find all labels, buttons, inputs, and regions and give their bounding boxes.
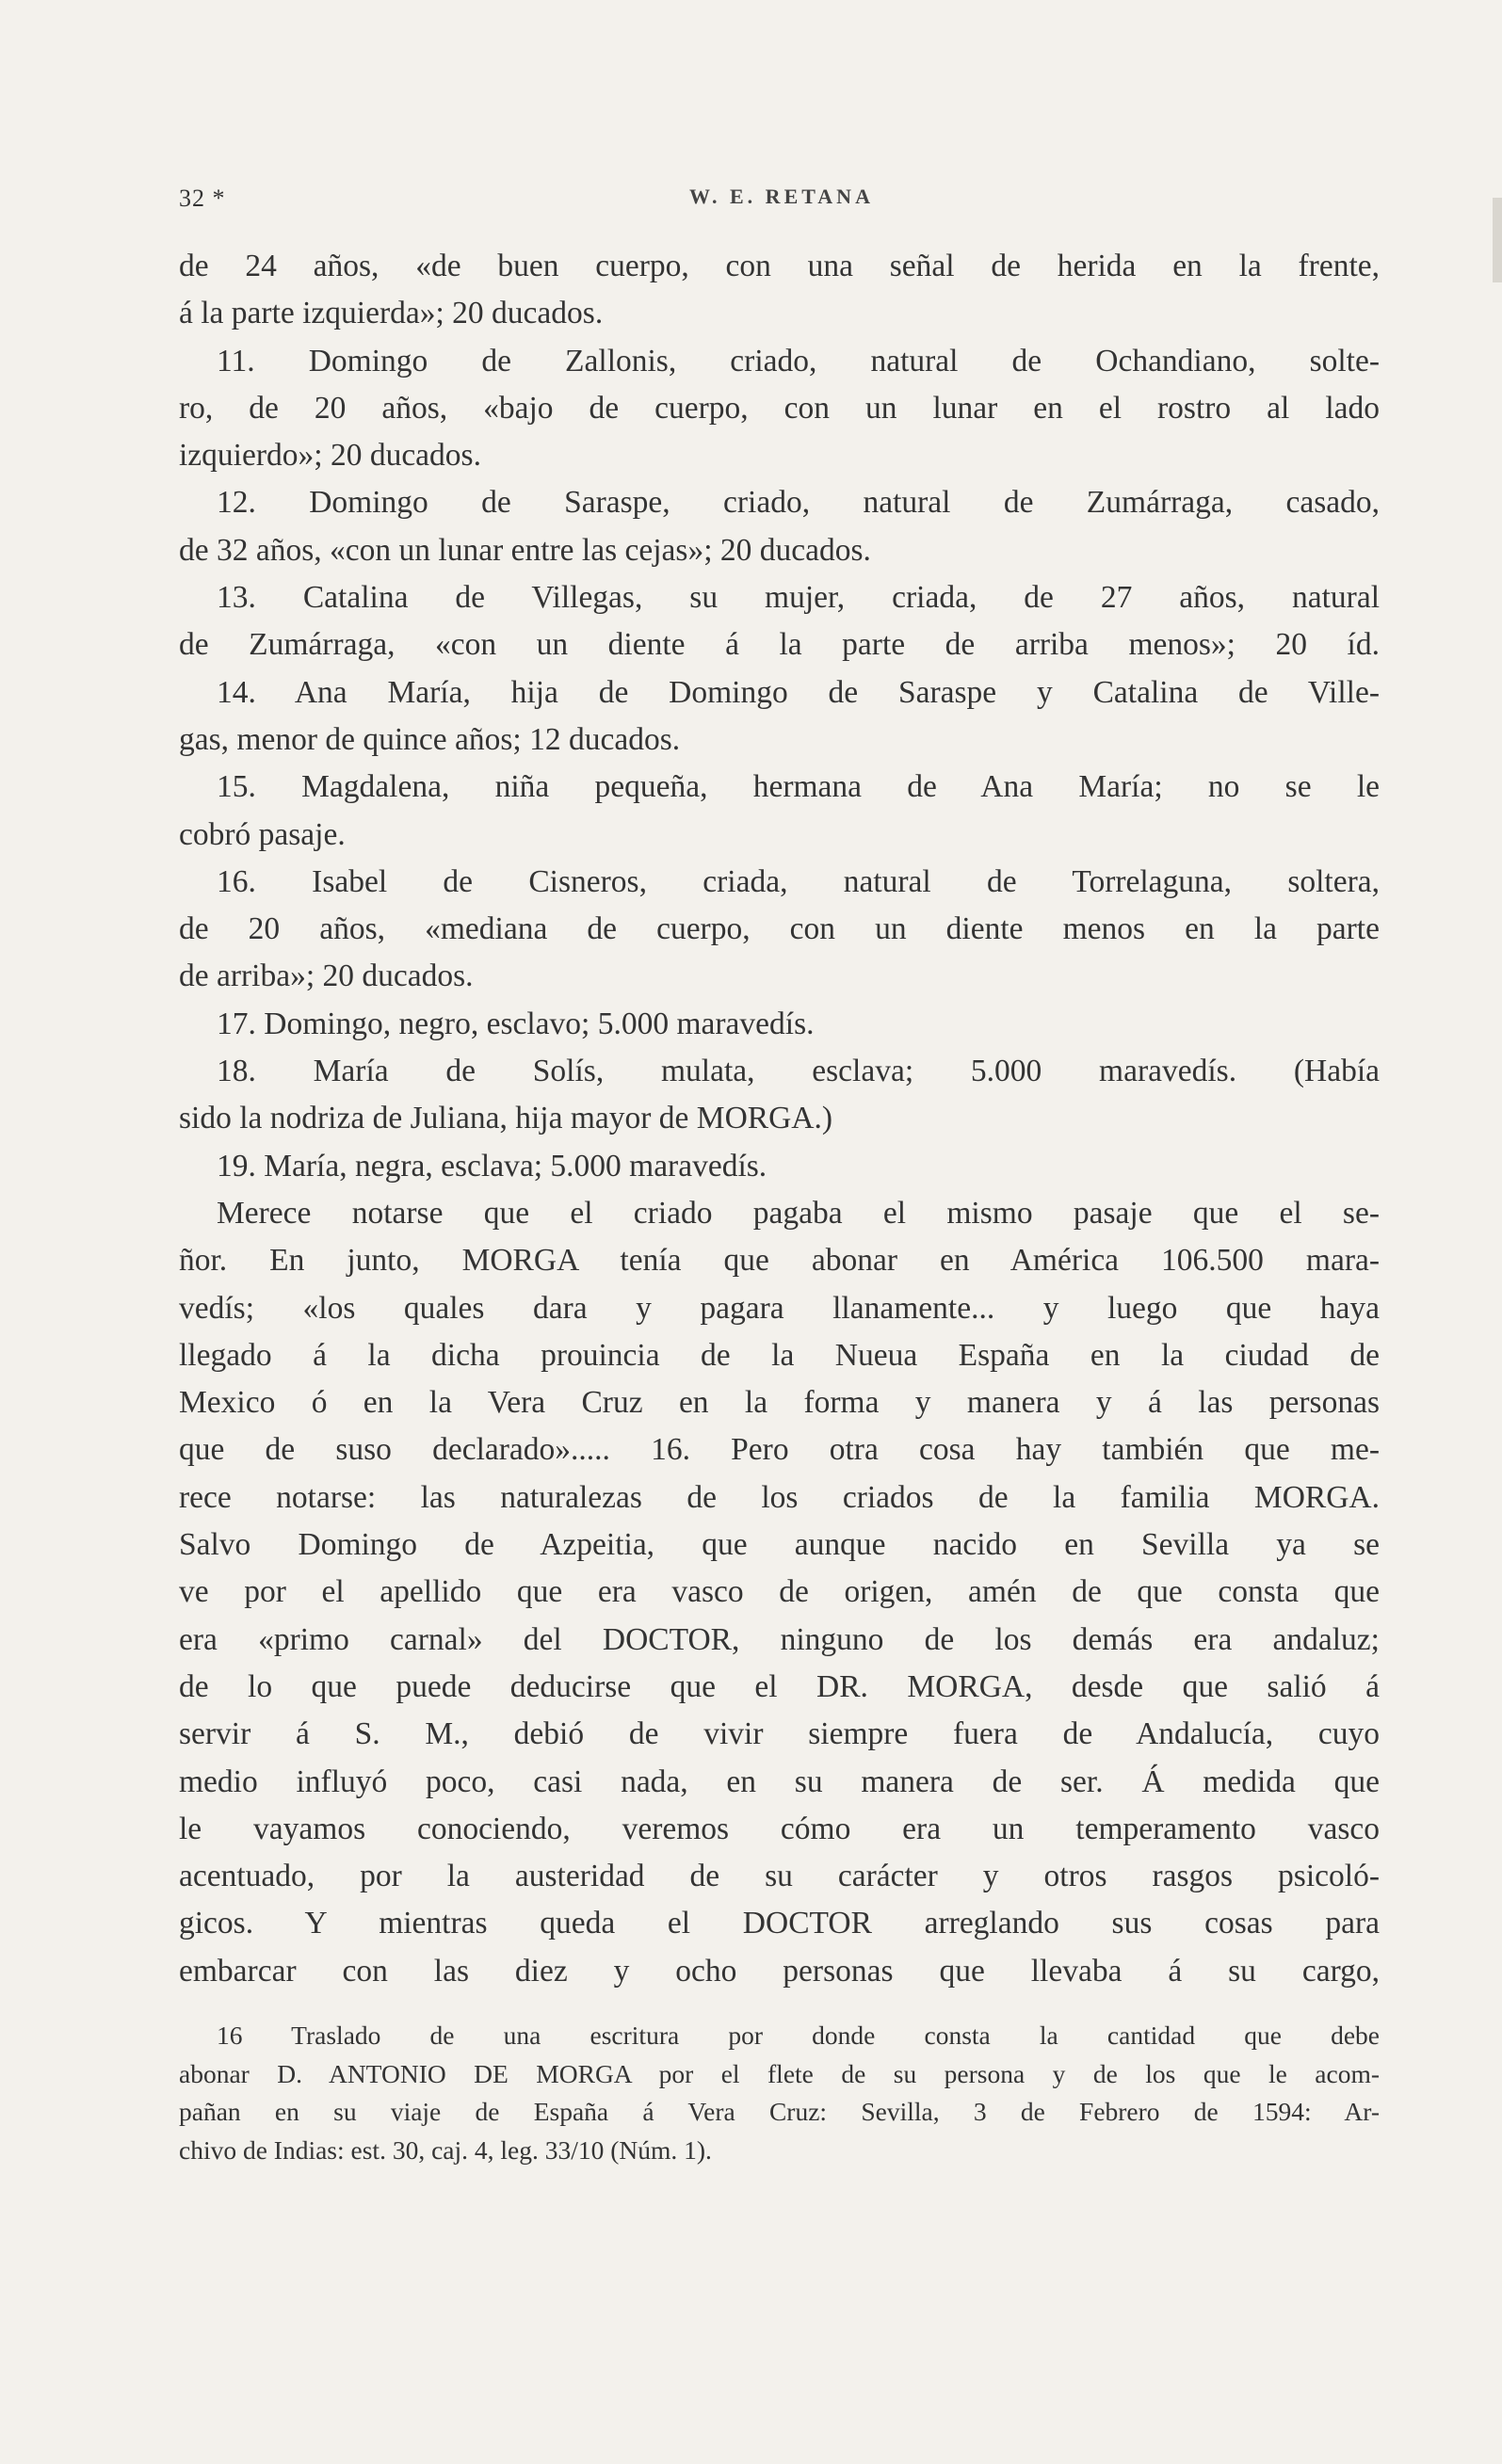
body-line: de Zumárraga, «con un diente á la parte de arriba menos»; 20 íd. [179,627,1380,663]
body-line: sido la nodriza de Juliana, hija mayor de MORGA.) [179,1101,833,1136]
body-text [179,243,1380,1995]
body-line: 11. Domingo de Zallonis, criado, natural de Ochandiano, solte- [217,343,1380,378]
body-line: de lo que puede deducirse que el DR. MORGA, desde que salió á [179,1668,1380,1704]
body-line: de 32 años, «con un lunar entre las cejas»; 20 ducados. [179,532,871,568]
body-line: 19. María, negra, esclava; 5.000 maravedís. [217,1148,767,1184]
footnotes [179,2017,1380,2169]
body-line: 17. Domingo, negro, esclavo; 5.000 maravedís. [217,1006,815,1041]
body-line: vedís; «los quales dara y pagara llanamente... y luego que haya [179,1290,1380,1326]
body-line: gas, menor de quince años; 12 ducados. [179,721,681,757]
body-line: 14. Ana María, hija de Domingo de Saraspe y Catalina de Ville- [217,674,1380,710]
body-line: llegado á la dicha prouincia de la Nueua España en la ciudad de [179,1337,1380,1373]
body-line: Merece notarse que el criado pagaba el mismo pasaje que el se- [217,1195,1380,1231]
body-line: medio influyó poco, casi nada, en su manera de ser. Á medida que [179,1763,1380,1799]
body-line: gicos. Y mientras queda el DOCTOR arreglando sus cosas para [179,1906,1380,1941]
body-line: le vayamos conociendo, veremos cómo era un temperamento vasco [179,1811,1380,1846]
body-line: á la parte izquierda»; 20 ducados. [179,296,604,331]
body-line: ro, de 20 años, «bajo de cuerpo, con un lunar en el rostro al lado [179,390,1380,426]
body-line: 13. Catalina de Villegas, su mujer, criada, de 27 años, natural [217,580,1380,616]
running-head: W. E. RETANA [689,185,874,208]
page-header [179,185,1384,222]
body-line: acentuado, por la austeridad de su carácter y otros rasgos psicoló- [179,1859,1380,1894]
footnote-line: pañan en su viaje de España á Vera Cruz: Sevilla, 3 de Febrero de 1594: Ar- [179,2097,1380,2126]
footnote-line: abonar D. ANTONIO DE MORGA por el flete de su persona y de los que le acom- [179,2058,1380,2088]
body-line: Salvo Domingo de Azpeitia, que aunque nacido en Sevilla ya se [179,1527,1380,1563]
body-line: que de suso declarado»..... 16. Pero otra cosa hay también que me- [179,1432,1380,1468]
body-line: rece notarse: las naturalezas de los criados de la familia MORGA. [179,1479,1380,1515]
footnote-line: chivo de Indias: est. 30, caj. 4, leg. 33/10 (Núm. 1). [179,2134,712,2165]
body-line: embarcar con las diez y ocho personas que llevaba á su cargo, [179,1953,1380,1989]
body-line: Mexico ó en la Vera Cruz en la forma y manera y á las personas [179,1385,1380,1421]
page-edge-mark [1493,198,1502,282]
body-line: de 20 años, «mediana de cuerpo, con un diente menos en la parte [179,911,1380,947]
footnote-line: 16 Traslado de una escritura por donde consta la cantidad que debe [217,2021,1380,2050]
body-line: 15. Magdalena, niña pequeña, hermana de Ana María; no se le [217,769,1380,805]
body-line: cobró pasaje. [179,816,346,852]
page-number: 32 * [179,185,226,212]
body-line: servir á S. M., debió de vivir siempre fuera de Andalucía, cuyo [179,1716,1380,1752]
body-line: ve por el apellido que era vasco de origen, amén de que consta que [179,1574,1380,1610]
body-line: de arriba»; 20 ducados. [179,958,474,994]
body-line: ñor. En junto, MORGA tenía que abonar en América 106.500 mara- [179,1243,1380,1279]
body-line: de 24 años, «de buen cuerpo, con una señal de herida en la frente, [179,249,1380,283]
body-line: 12. Domingo de Saraspe, criado, natural de Zumárraga, casado, [217,485,1380,521]
body-line: 16. Isabel de Cisneros, criada, natural de Torrelaguna, soltera, [217,863,1380,899]
body-line: izquierdo»; 20 ducados. [179,438,481,474]
body-line: era «primo carnal» del DOCTOR, ninguno de los demás era andaluz; [179,1621,1380,1657]
body-line: 18. María de Solís, mulata, esclava; 5.000 maravedís. (Había [217,1054,1380,1089]
